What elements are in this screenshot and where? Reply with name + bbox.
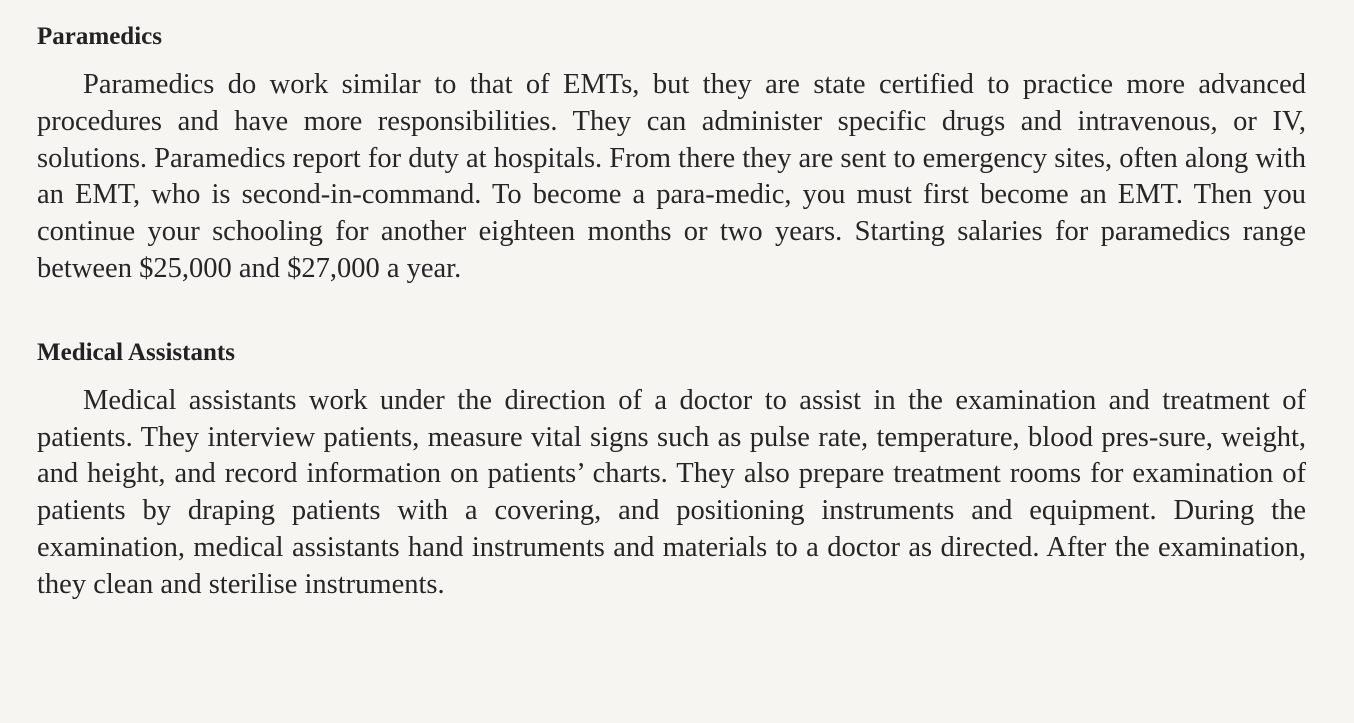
section-heading-medical-assistants: Medical Assistants xyxy=(37,338,235,366)
section-paramedics xyxy=(37,20,1306,288)
section-body-medical-assistants: Medical assistants work under the direction of a doctor to assist in the examination and treatment of patients. They interview patients, measure vital signs such as pulse rate, temperature, blood pres-sure, weight, and height, and record information on patients’ charts. They also prepare treatment rooms for examination of patients by draping patients with a covering, and positioning instruments and equipment. During the examination, medical assistants hand instruments and materials to a doctor as directed. After the examination, they clean and sterilise instruments. xyxy=(37,384,1306,600)
section-heading-paramedics: Paramedics xyxy=(37,23,162,50)
section-divider-space xyxy=(37,288,1306,330)
section-body-paramedics: Paramedics do work similar to that of EMTs, but they are state certified to practice more advanced procedures and have more responsibilities. They can administer specific drugs and intravenous, or IV, solutions. Paramedics report for duty at hospitals. From there they are sent to emergency sites, often along with an EMT, who is second-in-command. To become a para-medic, you must first become an EMT. Then you continue your schooling for another eighteen months or two years. Starting salaries for paramedics range between $25,000 and $27,000 a year. xyxy=(37,69,1307,284)
section-medical-assistants xyxy=(37,336,1306,604)
